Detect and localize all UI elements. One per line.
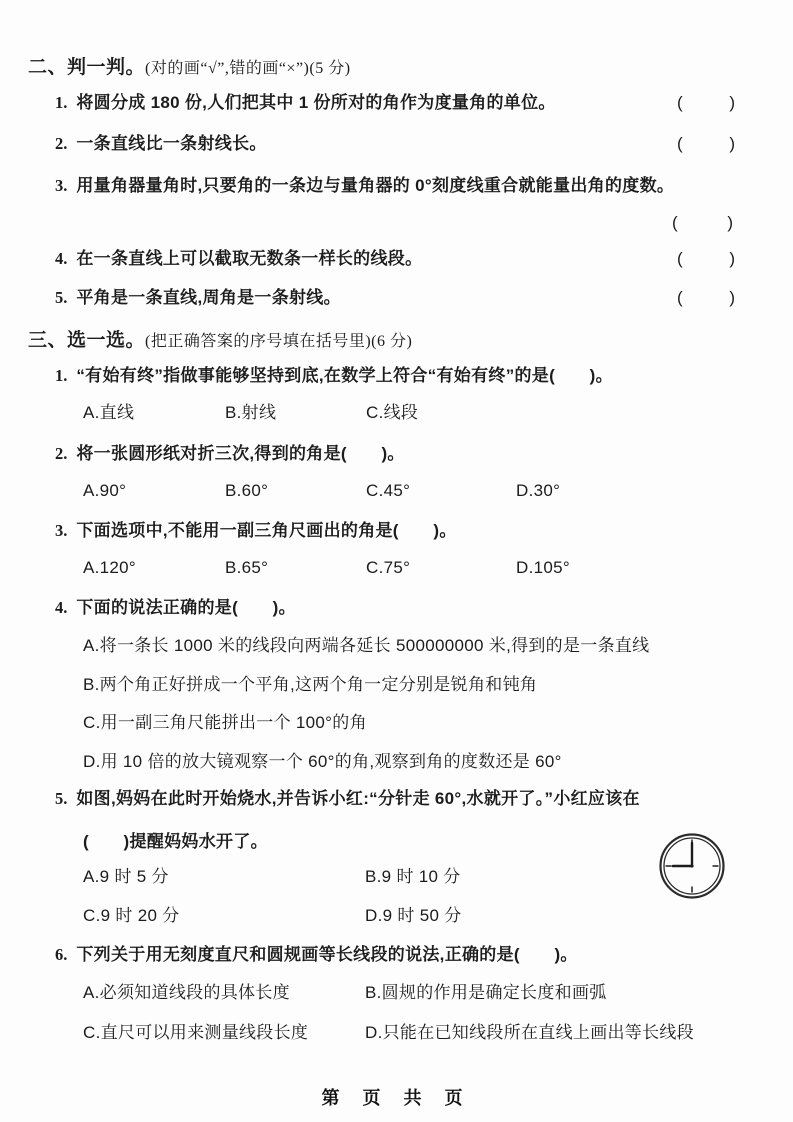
choice-q2-option-b: B.60° xyxy=(225,481,269,500)
question-number: 1. xyxy=(55,93,68,112)
question-number: 5. xyxy=(55,288,68,307)
choice-q5-options-row2 xyxy=(0,905,793,927)
question-number: 2. xyxy=(55,444,68,463)
choice-q6-option-c: C.直尺可以用来测量线段长度 xyxy=(83,1023,309,1042)
question-text: 下面选项中,不能用一副三角尺画出的角是( )。 xyxy=(76,521,457,540)
clock-icon xyxy=(658,832,726,900)
question-text: 用量角器量角时,只要角的一条边与量角器的 0°刻度线重合就能量出角的度数。 xyxy=(76,176,675,195)
bracket-close: ) xyxy=(729,249,735,268)
question-number: 4. xyxy=(55,249,68,268)
question-number: 4. xyxy=(55,598,68,617)
clock-figure xyxy=(658,832,726,900)
choice-question-3 xyxy=(0,520,793,542)
choice-q1-option-a: A.直线 xyxy=(83,403,135,422)
page-footer: 第 页 共 页 xyxy=(321,1088,472,1108)
question-text: 下面的说法正确的是( )。 xyxy=(76,598,296,617)
bracket-close: ) xyxy=(729,93,735,112)
bracket-open: ( xyxy=(677,93,683,112)
judge-section-instruction: (对的画“√”,错的画“×”)(5 分) xyxy=(145,60,351,77)
question-number: 3. xyxy=(55,521,68,540)
bracket-close: ) xyxy=(727,213,733,232)
choice-q1-option-c: C.线段 xyxy=(366,403,419,422)
question-text: “有始有终”指做事能够坚持到底,在数学上符合“有始有终”的是( )。 xyxy=(76,366,613,385)
choice-question-2 xyxy=(0,443,793,465)
answer-bracket xyxy=(672,213,733,233)
choice-q6-option-a: A.必须知道线段的具体长度 xyxy=(83,983,290,1002)
choice-q3-option-c: C.75° xyxy=(366,558,411,577)
bracket-open: ( xyxy=(672,213,678,232)
question-text: 一条直线比一条射线长。 xyxy=(76,134,267,153)
answer-bracket xyxy=(677,287,735,309)
choice-q2-option-d: D.30° xyxy=(516,481,561,500)
judge-question-4 xyxy=(0,248,793,270)
judge-question-2 xyxy=(0,133,793,155)
choice-section-instruction: (把正确答案的序号填在括号里)(6 分) xyxy=(145,333,413,350)
question-number: 1. xyxy=(55,366,68,385)
judge-question-5 xyxy=(0,287,793,309)
choice-q2-option-c: C.45° xyxy=(366,481,411,500)
choice-q5-option-c: C.9 时 20 分 xyxy=(83,906,180,925)
answer-bracket xyxy=(677,248,735,270)
judge-section-header xyxy=(28,52,351,79)
bracket-close: ) xyxy=(729,288,735,307)
choice-q4-option-c: C.用一副三角尺能拼出一个 100°的角 xyxy=(83,713,367,732)
question-text: 将一张圆形纸对折三次,得到的角是( )。 xyxy=(76,444,405,463)
choice-q5-option-a: A.9 时 5 分 xyxy=(83,867,169,886)
choice-q2-options xyxy=(0,480,793,502)
question-number: 5. xyxy=(55,789,68,808)
choice-question-6 xyxy=(0,944,793,966)
question-text: 将圆分成 180 份,人们把其中 1 份所对的角作为度量角的单位。 xyxy=(76,93,556,112)
choice-q3-option-d: D.105° xyxy=(516,558,570,577)
choice-q6-option-d: D.只能在已知线段所在直线上画出等长线段 xyxy=(365,1023,694,1042)
choice-q3-option-b: B.65° xyxy=(225,558,269,577)
question-text: 在一条直线上可以截取无数条一样长的线段。 xyxy=(76,249,423,268)
bracket-open: ( xyxy=(677,288,683,307)
answer-bracket xyxy=(677,133,735,155)
choice-section-title: 三、选一选。 xyxy=(28,330,146,351)
choice-q1-options xyxy=(0,402,793,424)
question-number: 2. xyxy=(55,134,68,153)
judge-section-title: 二、判一判。 xyxy=(28,57,146,78)
question-text: 平角是一条直线,周角是一条射线。 xyxy=(76,288,341,307)
choice-question-5 xyxy=(0,788,793,810)
answer-bracket xyxy=(677,92,735,114)
question-text: 下列关于用无刻度直尺和圆规画等长线段的说法,正确的是( )。 xyxy=(76,945,578,964)
judge-question-3 xyxy=(0,175,793,197)
choice-q4-option-b: B.两个角正好拼成一个平角,这两个角一定分别是锐角和钝角 xyxy=(83,675,538,694)
question-number: 6. xyxy=(55,945,68,964)
judge-question-1 xyxy=(0,92,793,114)
bracket-open: ( xyxy=(677,134,683,153)
bracket-open: ( xyxy=(677,249,683,268)
question-number: 3. xyxy=(55,176,68,195)
choice-q1-option-b: B.射线 xyxy=(225,403,277,422)
choice-q4-option-a: A.将一条长 1000 米的线段向两端各延长 500000000 米,得到的是一条直线 xyxy=(83,636,650,655)
choice-q2-option-a: A.90° xyxy=(83,481,127,500)
choice-q6-option-b: B.圆规的作用是确定长度和画弧 xyxy=(365,983,607,1002)
choice-section-header xyxy=(28,325,412,352)
bracket-close: ) xyxy=(729,134,735,153)
choice-q6-options-row2 xyxy=(0,1022,793,1044)
choice-q3-options xyxy=(0,557,793,579)
choice-q5-option-b: B.9 时 10 分 xyxy=(365,867,461,886)
choice-q6-options-row1 xyxy=(0,982,793,1004)
choice-question-1 xyxy=(0,365,793,387)
choice-q3-option-a: A.120° xyxy=(83,558,137,577)
choice-question-4 xyxy=(0,597,793,619)
question-text-line1: 如图,妈妈在此时开始烧水,并告诉小红:“分针走 60°,水就开了。”小红应该在 xyxy=(76,789,640,808)
question-text-line2: ( )提醒妈妈水开了。 xyxy=(83,832,268,851)
choice-q5-option-d: D.9 时 50 分 xyxy=(365,906,462,925)
choice-q4-option-d: D.用 10 倍的放大镜观察一个 60°的角,观察到角的度数还是 60° xyxy=(83,752,562,771)
